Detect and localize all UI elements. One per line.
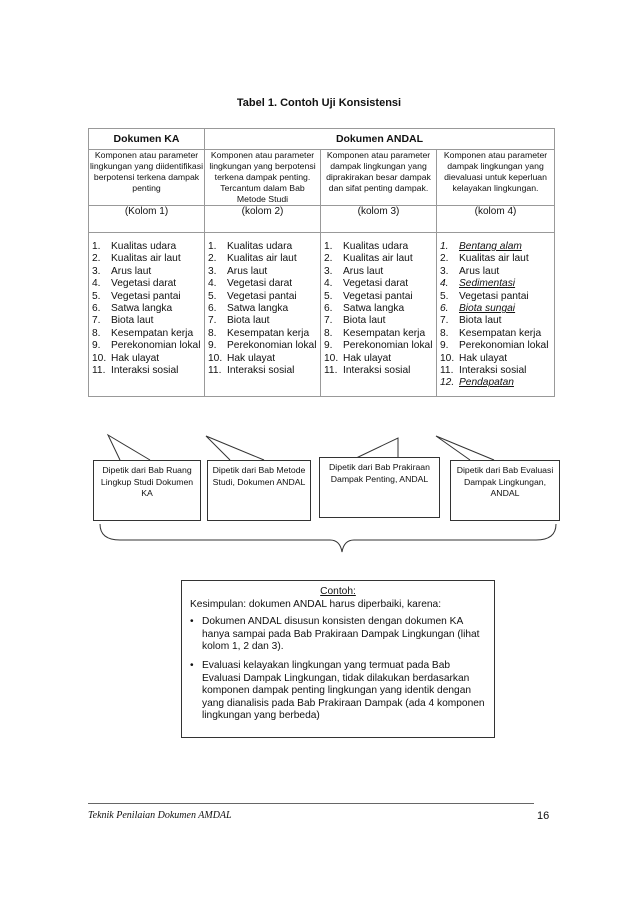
item-list-1	[89, 233, 204, 383]
bullet-icon: •	[190, 659, 194, 671]
list-item-number: 7.	[324, 315, 333, 327]
list-item-number: 8.	[92, 327, 101, 339]
list-item-text: Perekonomian lokal	[227, 340, 317, 352]
list-cell-1	[89, 233, 205, 397]
list-item-number: 7.	[440, 315, 449, 327]
example-bullets	[190, 616, 486, 723]
list-item	[321, 291, 436, 303]
list-item-text: Biota sungai	[459, 303, 516, 315]
component-desc-3: Komponen atau parameter dampak lingkungan yang diprakirakan besar dampak dan sifat penting dampak.	[321, 150, 437, 206]
bullet-icon: •	[190, 616, 194, 628]
list-item-text: Kesempatan kerja	[343, 327, 426, 339]
list-cell-3	[321, 233, 437, 397]
header-ka: Dokumen KA	[89, 129, 205, 150]
list-item	[321, 340, 436, 352]
example-box	[181, 580, 495, 738]
list-item	[437, 328, 554, 340]
list-item-number: 5.	[440, 290, 449, 302]
list-item	[321, 315, 436, 327]
list-item-number: 3.	[440, 265, 449, 277]
list-item-text: Biota laut	[227, 315, 270, 327]
list-item-number: 5.	[324, 290, 333, 302]
list-item	[89, 365, 204, 377]
list-item	[205, 291, 320, 303]
list-item	[205, 315, 320, 327]
list-item	[89, 303, 204, 315]
list-item-text: Vegetasi pantai	[459, 290, 529, 302]
list-item-text: Sedimentasi	[459, 278, 516, 290]
list-item-number: 1.	[440, 241, 449, 252]
list-item	[89, 253, 204, 265]
list-item	[205, 241, 320, 253]
list-item	[205, 365, 320, 377]
list-item-number: 5.	[92, 290, 101, 302]
list-item	[89, 315, 204, 327]
list-item-number: 9.	[208, 340, 217, 352]
callout-4: Dipetik dari Bab Evaluasi Dampak Lingkungan, ANDAL	[450, 460, 560, 521]
list-item-text: Biota laut	[459, 315, 502, 327]
consistency-table	[88, 128, 555, 397]
component-desc-1: Komponen atau parameter lingkungan yang diidentifikasi berpotensi terkena dampak penting	[89, 150, 205, 206]
list-item-number: 4.	[92, 278, 101, 290]
list-item-number: 11.	[440, 365, 454, 377]
list-item-text: Arus laut	[459, 265, 500, 277]
list-item-text: Vegetasi darat	[343, 278, 409, 290]
list-item-text: Vegetasi pantai	[111, 290, 181, 302]
column-label-4: (kolom 4)	[437, 206, 555, 233]
list-item-text: Hak ulayat	[227, 352, 276, 364]
list-item-number: 8.	[324, 327, 333, 339]
list-item-text: Interaksi sosial	[227, 365, 295, 377]
list-item-number: 8.	[440, 327, 449, 339]
page-number: 16	[537, 810, 550, 822]
list-item-number: 2.	[208, 253, 217, 265]
list-item-text: Satwa langka	[111, 303, 173, 315]
list-item-text: Interaksi sosial	[343, 365, 411, 377]
list-item	[205, 266, 320, 278]
list-item-text: Kualitas udara	[343, 241, 409, 252]
list-item-number: 10.	[324, 352, 339, 364]
list-item-text: Kesempatan kerja	[227, 327, 310, 339]
list-item-text: Interaksi sosial	[111, 365, 179, 377]
list-item	[321, 241, 436, 253]
list-item-number: 2.	[324, 253, 333, 265]
list-item-number: 3.	[208, 265, 217, 277]
list-item	[89, 291, 204, 303]
list-item-number: 12.	[440, 377, 455, 389]
list-item	[205, 353, 320, 365]
component-desc-2: Komponen atau parameter lingkungan yang berpotensi terkena dampak penting. Tercantum dalam Bab Metode Studi	[205, 150, 321, 206]
list-item-text: Bentang alam	[459, 241, 522, 252]
list-item-text: Vegetasi darat	[227, 278, 293, 290]
list-item-text: Kualitas air laut	[343, 253, 413, 265]
list-item-number: 9.	[324, 340, 333, 352]
list-item-text: Perekonomian lokal	[343, 340, 433, 352]
list-item-number: 4.	[440, 278, 449, 290]
list-item-text: Interaksi sosial	[459, 365, 527, 377]
list-item-number: 2.	[92, 253, 101, 265]
list-item	[89, 266, 204, 278]
list-item	[205, 278, 320, 290]
table-caption: Tabel 1. Contoh Uji Konsistensi	[236, 97, 402, 109]
list-item-number: 6.	[208, 303, 217, 315]
list-item-number: 9.	[92, 340, 101, 352]
list-item-number: 4.	[324, 278, 333, 290]
list-item-number: 4.	[208, 278, 217, 290]
list-item-text: Kualitas air laut	[227, 253, 297, 265]
header-andal: Dokumen ANDAL	[205, 129, 555, 150]
list-item	[437, 315, 554, 327]
list-item	[437, 278, 554, 290]
callout-1: Dipetik dari Bab Ruang Lingkup Studi Dokumen KA	[93, 460, 201, 521]
list-item	[205, 328, 320, 340]
list-item	[321, 253, 436, 265]
list-item-text: Hak ulayat	[459, 352, 508, 364]
column-label-1: (Kolom 1)	[89, 206, 205, 233]
list-item-number: 10.	[92, 352, 107, 364]
list-item	[205, 340, 320, 352]
item-list-3	[321, 233, 436, 383]
list-item-text: Vegetasi pantai	[227, 290, 297, 302]
list-item	[89, 328, 204, 340]
list-item-number: 1.	[324, 241, 333, 252]
list-item-text: Perekonomian lokal	[111, 340, 201, 352]
list-item-number: 1.	[92, 241, 101, 252]
list-item-number: 2.	[440, 253, 449, 265]
list-item-text: Kualitas air laut	[111, 253, 181, 265]
grouping-brace	[100, 524, 556, 552]
list-item-text: Biota laut	[111, 315, 154, 327]
column-label-2: (kolom 2)	[205, 206, 321, 233]
list-item-text: Vegetasi darat	[111, 278, 177, 290]
list-item-number: 11.	[92, 365, 106, 377]
list-item-number: 3.	[92, 265, 101, 277]
column-label-3: (kolom 3)	[321, 206, 437, 233]
list-item-number: 6.	[92, 303, 101, 315]
list-item-number: 6.	[324, 303, 333, 315]
list-item	[437, 340, 554, 352]
list-item	[89, 241, 204, 253]
list-item	[205, 303, 320, 315]
list-item	[321, 266, 436, 278]
list-item-number: 10.	[208, 352, 223, 364]
list-item-text: Vegetasi pantai	[343, 290, 413, 302]
list-item-text: Pendapatan	[459, 377, 514, 389]
list-item-text: Satwa langka	[227, 303, 289, 315]
list-item-number: 6.	[440, 303, 449, 315]
list-item-number: 7.	[208, 315, 217, 327]
list-item	[437, 353, 554, 365]
list-item-number: 10.	[440, 352, 455, 364]
list-item	[321, 365, 436, 377]
list-item-text: Biota laut	[343, 315, 386, 327]
list-item	[321, 278, 436, 290]
footer-title: Teknik Penilaian Dokumen AMDAL	[88, 810, 232, 821]
list-item	[437, 291, 554, 303]
list-item-number: 9.	[440, 340, 449, 352]
list-item	[437, 365, 554, 377]
list-item-number: 1.	[208, 241, 217, 252]
list-item	[205, 253, 320, 265]
callout-2: Dipetik dari Bab Metode Studi, Dokumen ANDAL	[207, 460, 311, 521]
example-bullet-2	[190, 660, 486, 723]
list-item	[321, 303, 436, 315]
component-desc-4: Komponen atau parameter dampak lingkungan yang dievaluasi untuk keperluan kelayakan lingkungan.	[437, 150, 555, 206]
callout-3: Dipetik dari Bab Prakiraan Dampak Penting, ANDAL	[319, 457, 440, 518]
footer-rule	[88, 803, 534, 804]
list-item	[437, 241, 554, 253]
list-item-number: 11.	[324, 365, 338, 377]
list-item-number: 7.	[92, 315, 101, 327]
list-item-text: Arus laut	[343, 265, 384, 277]
list-item-text: Perekonomian lokal	[459, 340, 549, 352]
list-item	[437, 303, 554, 315]
list-item-text: Hak ulayat	[111, 352, 160, 364]
list-item-text: Kualitas udara	[111, 241, 177, 252]
list-item-number: 5.	[208, 290, 217, 302]
list-item-text: Kualitas air laut	[459, 253, 529, 265]
bullet-text: Dokumen ANDAL disusun konsisten dengan dokumen KA hanya sampai pada Bab Prakiraan Dampak Lingkungan (lihat kolom 1, 2 dan 3).	[202, 616, 480, 653]
list-item	[89, 278, 204, 290]
list-item-text: Satwa langka	[343, 303, 405, 315]
list-item	[321, 328, 436, 340]
list-item-text: Kualitas udara	[227, 241, 293, 252]
list-item	[321, 353, 436, 365]
example-bullet-1	[190, 616, 486, 654]
list-item-number: 8.	[208, 327, 217, 339]
list-cell-2	[205, 233, 321, 397]
list-item	[437, 377, 554, 389]
list-item-text: Arus laut	[111, 265, 152, 277]
list-item-number: 3.	[324, 265, 333, 277]
list-cell-4	[437, 233, 555, 397]
list-item	[437, 253, 554, 265]
list-item-text: Kesempatan kerja	[111, 327, 194, 339]
list-item-number: 11.	[208, 365, 222, 377]
bullet-text: Evaluasi kelayakan lingkungan yang termuat pada Bab Evaluasi Dampak Lingkungan, tidak dilakukan berdasarkan komponen dampak penting lingkungan yang identik dengan yang dianalisis pada Bab Prakiraan Dampak (ada 4 komponen lingkungan yang berbeda)	[202, 659, 485, 722]
item-list-2	[205, 233, 320, 383]
example-title: Contoh:	[320, 586, 356, 597]
item-list-4	[437, 233, 554, 396]
list-item	[89, 340, 204, 352]
list-item	[437, 266, 554, 278]
list-item-text: Arus laut	[227, 265, 268, 277]
list-item-text: Hak ulayat	[343, 352, 392, 364]
example-intro: Kesimpulan: dokumen ANDAL harus diperbaiki, karena:	[190, 598, 442, 610]
list-item-text: Kesempatan kerja	[459, 327, 542, 339]
list-item	[89, 353, 204, 365]
